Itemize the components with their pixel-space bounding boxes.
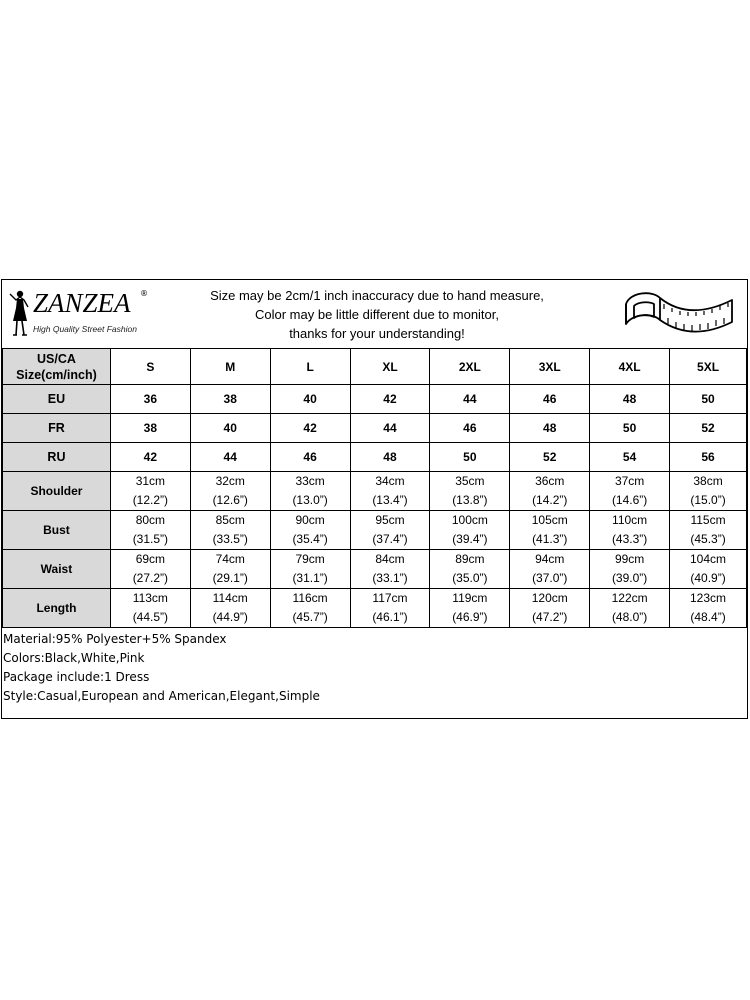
size-value-cell: 46 bbox=[510, 385, 590, 414]
measure-cell bbox=[110, 550, 190, 589]
cm-value: 33cm bbox=[295, 474, 325, 488]
inch-value: (35.4”) bbox=[292, 532, 328, 546]
measure-cell bbox=[430, 589, 510, 628]
cm-value: 37cm bbox=[614, 474, 645, 488]
size-row-eu bbox=[3, 385, 747, 414]
cm-value: 120cm bbox=[531, 591, 568, 605]
size-value-cell: 44 bbox=[350, 414, 430, 443]
measure-cell bbox=[590, 589, 670, 628]
cm-value: 99cm bbox=[614, 552, 645, 566]
inch-value: (33.1”) bbox=[372, 571, 408, 585]
product-details bbox=[3, 630, 320, 706]
brand-name: ZANZEA bbox=[33, 288, 131, 318]
size-header-cell: S bbox=[110, 349, 190, 385]
size-value-cell: 52 bbox=[510, 443, 590, 472]
measure-cell bbox=[510, 511, 590, 550]
measure-cell bbox=[270, 589, 350, 628]
size-value-cell: 36 bbox=[110, 385, 190, 414]
cm-value: 31cm bbox=[135, 474, 166, 488]
measure-cell bbox=[350, 472, 430, 511]
row-label: Length bbox=[3, 589, 111, 628]
inch-value: (45.3”) bbox=[690, 532, 726, 546]
measure-cell bbox=[350, 589, 430, 628]
cm-value: 115cm bbox=[690, 513, 726, 527]
measure-row-bust bbox=[3, 511, 747, 550]
detail-colors: Colors:Black,White,Pink bbox=[3, 651, 145, 665]
inch-value: (35.0”) bbox=[452, 571, 488, 585]
cm-value: 122cm bbox=[611, 591, 648, 605]
detail-package: Package include:1 Dress bbox=[3, 670, 150, 684]
inch-value: (48.0”) bbox=[611, 610, 648, 624]
size-value-cell: 42 bbox=[270, 414, 350, 443]
size-value-cell: 42 bbox=[110, 443, 190, 472]
cm-value: 90cm bbox=[295, 513, 325, 527]
inch-value: (14.6”) bbox=[611, 493, 648, 507]
row-label: Bust bbox=[3, 511, 111, 550]
row-label: FR bbox=[3, 414, 111, 443]
size-chart-header bbox=[2, 280, 747, 348]
fashion-model-icon bbox=[7, 288, 33, 338]
measure-cell bbox=[190, 550, 270, 589]
measure-cell bbox=[670, 589, 747, 628]
size-value-cell: 54 bbox=[590, 443, 670, 472]
measure-cell bbox=[190, 589, 270, 628]
measure-cell bbox=[190, 511, 270, 550]
notice-line: thanks for your understanding! bbox=[289, 326, 465, 341]
inch-value: (45.7”) bbox=[292, 610, 328, 624]
size-table bbox=[2, 348, 747, 628]
inch-value: (33.5”) bbox=[212, 532, 248, 546]
inch-value: (37.4”) bbox=[372, 532, 408, 546]
measure-cell bbox=[510, 472, 590, 511]
size-value-cell: 48 bbox=[350, 443, 430, 472]
measure-cell bbox=[430, 472, 510, 511]
cm-value: 110cm bbox=[612, 513, 648, 527]
size-label-header bbox=[3, 349, 111, 385]
size-header-cell: L bbox=[270, 349, 350, 385]
inch-value: (48.4”) bbox=[690, 610, 726, 624]
inch-value: (41.3”) bbox=[532, 532, 568, 546]
size-value-cell: 50 bbox=[670, 385, 747, 414]
size-value-cell: 38 bbox=[190, 385, 270, 414]
row-label: RU bbox=[3, 443, 111, 472]
inch-value: (44.9”) bbox=[212, 610, 248, 624]
measure-cell bbox=[350, 511, 430, 550]
cm-value: 80cm bbox=[135, 513, 166, 527]
inch-value: (14.2”) bbox=[532, 493, 568, 507]
cm-value: 100cm bbox=[451, 513, 488, 527]
size-value-cell: 52 bbox=[670, 414, 747, 443]
row-label: Shoulder bbox=[3, 472, 111, 511]
cm-value: 113cm bbox=[132, 591, 168, 605]
size-header-cell: M bbox=[190, 349, 270, 385]
inch-value: (46.9”) bbox=[452, 610, 488, 624]
measure-cell bbox=[670, 550, 747, 589]
cm-value: 117cm bbox=[372, 591, 408, 605]
measure-cell bbox=[590, 472, 670, 511]
brand-tagline: High Quality Street Fashion bbox=[33, 324, 137, 334]
size-value-cell: 48 bbox=[510, 414, 590, 443]
cm-value: 85cm bbox=[215, 513, 245, 527]
measure-row-length bbox=[3, 589, 747, 628]
cm-value: 119cm bbox=[452, 591, 488, 605]
inch-value: (13.8”) bbox=[452, 493, 488, 507]
cm-value: 104cm bbox=[690, 552, 727, 566]
registered-mark: ® bbox=[140, 289, 148, 298]
inch-value: (43.3”) bbox=[611, 532, 648, 546]
cm-value: 38cm bbox=[693, 474, 723, 488]
brand-logo bbox=[7, 286, 157, 342]
cm-value: 123cm bbox=[690, 591, 727, 605]
size-value-cell: 48 bbox=[590, 385, 670, 414]
cm-value: 35cm bbox=[455, 474, 485, 488]
cm-value: 79cm bbox=[295, 552, 325, 566]
cm-value: 89cm bbox=[455, 552, 485, 566]
measure-cell bbox=[270, 472, 350, 511]
cm-value: 36cm bbox=[535, 474, 565, 488]
size-value-cell: 46 bbox=[270, 443, 350, 472]
measure-cell bbox=[350, 550, 430, 589]
size-row-ru bbox=[3, 443, 747, 472]
inch-value: (13.0”) bbox=[292, 493, 328, 507]
size-header-row bbox=[3, 349, 747, 385]
size-header-cell: 3XL bbox=[510, 349, 590, 385]
measure-cell bbox=[190, 472, 270, 511]
measure-row-shoulder bbox=[3, 472, 747, 511]
inch-value: (44.5”) bbox=[132, 610, 169, 624]
row-label: EU bbox=[3, 385, 111, 414]
measure-cell bbox=[110, 589, 190, 628]
cm-value: 84cm bbox=[375, 552, 405, 566]
inch-value: (13.4”) bbox=[372, 493, 408, 507]
inch-value: (40.9”) bbox=[690, 571, 726, 585]
measure-cell bbox=[430, 511, 510, 550]
measure-row-waist bbox=[3, 550, 747, 589]
measure-cell bbox=[670, 511, 747, 550]
measure-cell bbox=[430, 550, 510, 589]
cm-value: 94cm bbox=[535, 552, 565, 566]
measure-cell bbox=[270, 550, 350, 589]
cm-value: 95cm bbox=[375, 513, 405, 527]
size-value-cell: 40 bbox=[270, 385, 350, 414]
measure-cell bbox=[590, 550, 670, 589]
measurement-notice bbox=[152, 286, 602, 343]
size-value-cell: 44 bbox=[190, 443, 270, 472]
size-header-cell: 4XL bbox=[590, 349, 670, 385]
size-row-fr bbox=[3, 414, 747, 443]
size-value-cell: 40 bbox=[190, 414, 270, 443]
inch-value: (15.0”) bbox=[690, 493, 726, 507]
measure-cell bbox=[110, 511, 190, 550]
measure-cell bbox=[590, 511, 670, 550]
cm-value: 69cm bbox=[135, 552, 166, 566]
size-header-cell: 5XL bbox=[670, 349, 747, 385]
size-value-cell: 50 bbox=[590, 414, 670, 443]
measure-cell bbox=[670, 472, 747, 511]
measure-cell bbox=[510, 589, 590, 628]
inch-value: (31.1”) bbox=[292, 571, 328, 585]
measure-cell bbox=[270, 511, 350, 550]
inch-value: (27.2”) bbox=[132, 571, 169, 585]
size-value-cell: 44 bbox=[430, 385, 510, 414]
cm-value: 114cm bbox=[212, 591, 248, 605]
measure-cell bbox=[510, 550, 590, 589]
cm-value: 105cm bbox=[531, 513, 568, 527]
inch-value: (31.5”) bbox=[132, 532, 169, 546]
inch-value: (37.0”) bbox=[532, 571, 568, 585]
cm-value: 32cm bbox=[215, 474, 245, 488]
cm-value: 74cm bbox=[215, 552, 245, 566]
inch-value: (46.1”) bbox=[372, 610, 408, 624]
detail-material: Material:95% Polyester+5% Spandex bbox=[3, 632, 227, 646]
inch-value: (12.6”) bbox=[212, 493, 248, 507]
size-value-cell: 56 bbox=[670, 443, 747, 472]
inch-value: (39.0”) bbox=[611, 571, 648, 585]
size-value-cell: 38 bbox=[110, 414, 190, 443]
cm-value: 116cm bbox=[292, 591, 328, 605]
row-label: Waist bbox=[3, 550, 111, 589]
inch-value: (29.1”) bbox=[212, 571, 248, 585]
notice-line: Color may be little different due to monitor, bbox=[255, 307, 499, 322]
header-label-line: US/CA bbox=[37, 351, 76, 366]
size-chart-card bbox=[1, 279, 748, 719]
measure-cell bbox=[110, 472, 190, 511]
inch-value: (47.2”) bbox=[532, 610, 568, 624]
size-value-cell: 46 bbox=[430, 414, 510, 443]
size-value-cell: 50 bbox=[430, 443, 510, 472]
size-header-cell: 2XL bbox=[430, 349, 510, 385]
inch-value: (39.4”) bbox=[452, 532, 488, 546]
size-header-cell: XL bbox=[350, 349, 430, 385]
cm-value: 34cm bbox=[375, 474, 405, 488]
notice-line: Size may be 2cm/1 inch inaccuracy due to hand measure, bbox=[210, 288, 544, 303]
header-label-line: Size(cm/inch) bbox=[16, 367, 97, 382]
size-value-cell: 42 bbox=[350, 385, 430, 414]
measuring-tape-icon bbox=[614, 284, 740, 344]
detail-style: Style:Casual,European and American,Elegant,Simple bbox=[3, 689, 320, 703]
inch-value: (12.2”) bbox=[132, 493, 169, 507]
